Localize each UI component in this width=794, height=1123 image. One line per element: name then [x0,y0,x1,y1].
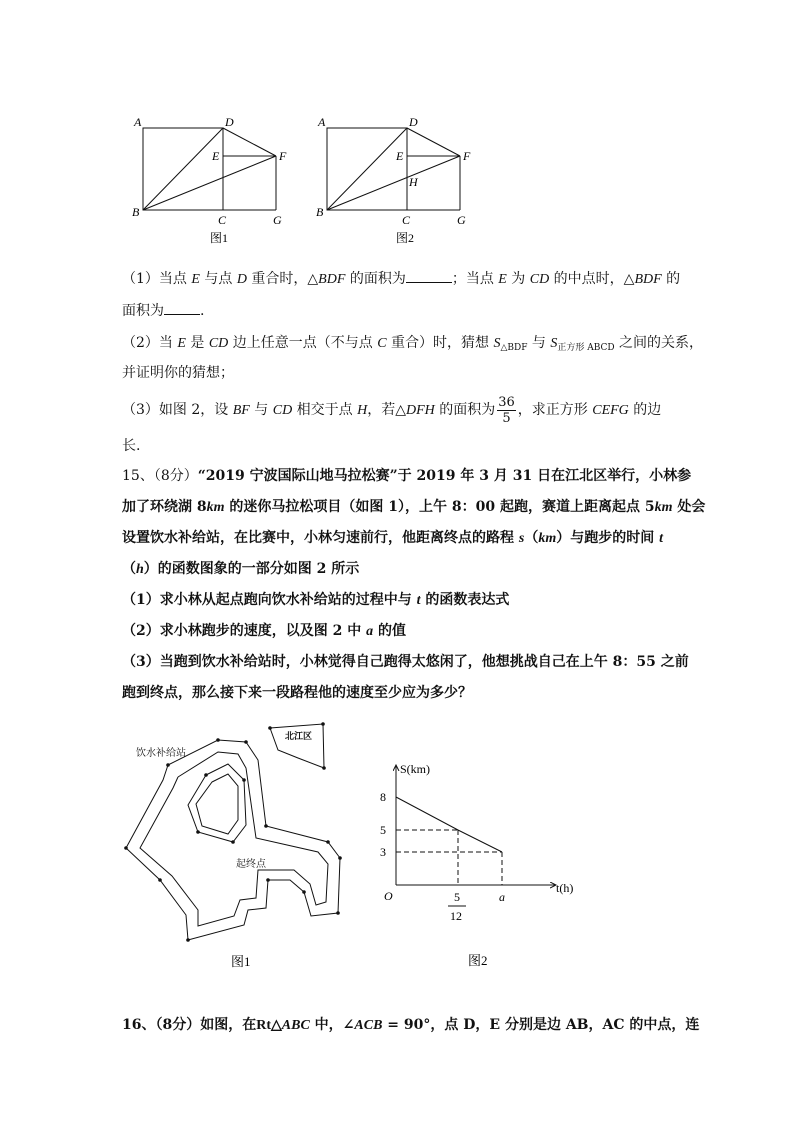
point-d-label: D [225,115,234,129]
point-g-label: G [273,213,282,227]
point-f-label: F [279,149,287,163]
x-axis-label: t(h) [556,881,574,895]
y-tick-label: 3 [380,845,386,859]
x-tick-a: a [499,890,505,904]
point-a-label: A [318,115,326,129]
q14-part1-line2: 面积为 . [122,300,204,321]
q15-part3-line2: 跑到终点，那么接下来一段路程他的速度至少应为多少？ [122,685,472,701]
point-e-label: E [212,149,220,163]
q15-part1: （1）求小林从起点跑向饮水补给站的过程中与 t 的函数表达式 [122,592,510,608]
point-b-label: B [316,205,324,219]
y-tick-label: 5 [380,823,386,837]
marathon-route-map [118,720,368,978]
figure-1-square-diagram [128,110,298,250]
answer-blank-1[interactable] [406,268,452,283]
point-g-label: G [457,213,466,227]
q14-part3-line1: （3）如图 2，设 BF 与 CD 相交于点 H，若△DFH 的面积为 $\frac{36}{5}$ ，求正方形 CEFG 的边 [122,394,662,426]
point-f-label: F [463,149,471,163]
q15-line3: 设置饮水补给站，在比赛中，小林匀速前行，他距离终点的路程 s（km）与跑步的时间 t [122,530,663,546]
start-end-label: 起终点 [236,859,266,870]
point-d-label: D [409,115,418,129]
map-caption: 图1 [231,954,251,969]
point-c-label: C [402,213,411,227]
q14-part1-line1: （1）当点 E 与点 D 重合时，△BDF 的面积为 ；当点 E 为 CD 的中点时，△BDF 的 [122,268,680,290]
q15-part3-line1: （3）当跑到饮水补给站时，小林觉得自己跑得太悠闲了，他想挑战自己在上午 8：55 之前 [122,654,689,670]
y-axis-label: S(km) [400,762,430,776]
figure-1-caption: 图1 [210,231,229,245]
point-c-label: C [218,213,227,227]
x-tick-denominator: 12 [450,909,462,923]
figure-2-caption: 图2 [396,231,415,245]
point-b-label: B [132,205,140,219]
q15-part2: （2）求小林跑步的速度，以及图 2 中 a 的值 [122,623,406,639]
y-tick-label: 8 [380,790,386,804]
water-station-label: 饮水补给站 [136,748,186,759]
origin-label: O [384,889,393,903]
point-h-label: H [409,175,418,189]
point-a-label: A [134,115,142,129]
q14-part2-line1: （2）当 E 是 CD 边上任意一点（不与点 C 重合）时，猜想 $S_{\triangle BDF}$ 与 $S_{正方形 ABCD}$ 之间的关系， [122,335,704,353]
fraction-36-5: $\frac{36}{5}$ [498,394,515,426]
q15-line2: 加了环绕湖 8km 的迷你马拉松项目（如图 1），上午 8：00 起跑，赛道上距离起点 5km 处会 [122,499,706,515]
figure-2-square-diagram [312,110,482,250]
q14-part3-line2: 长. [122,438,141,454]
point-e-label: E [396,149,404,163]
answer-blank-2[interactable] [164,300,200,315]
lake-inner-outline [196,774,238,834]
q15-line1: 15、（8分）“2019 宁波国际山地马拉松赛”于 2019 年 3 月 31 日在江北区举行，小林参 [122,468,692,484]
q16-line1: 16、（8分）如图，在Rt△ABC 中，∠ACB = 90°，点 D，E 分别是边 AB，AC 的中点，连 [122,1017,700,1033]
q14-part2-line2: 并证明你的猜想； [122,365,234,381]
distance-line [396,797,502,852]
graph-caption: 图2 [468,953,488,968]
distance-time-graph [372,755,582,977]
inner-route-line [140,752,328,926]
outer-route-line [126,740,340,940]
x-tick-numerator: 5 [454,890,460,904]
q15-line4: （h）的函数图象的一部分如图 2 所示 [122,561,360,577]
district-label: 北江区 [285,731,313,741]
